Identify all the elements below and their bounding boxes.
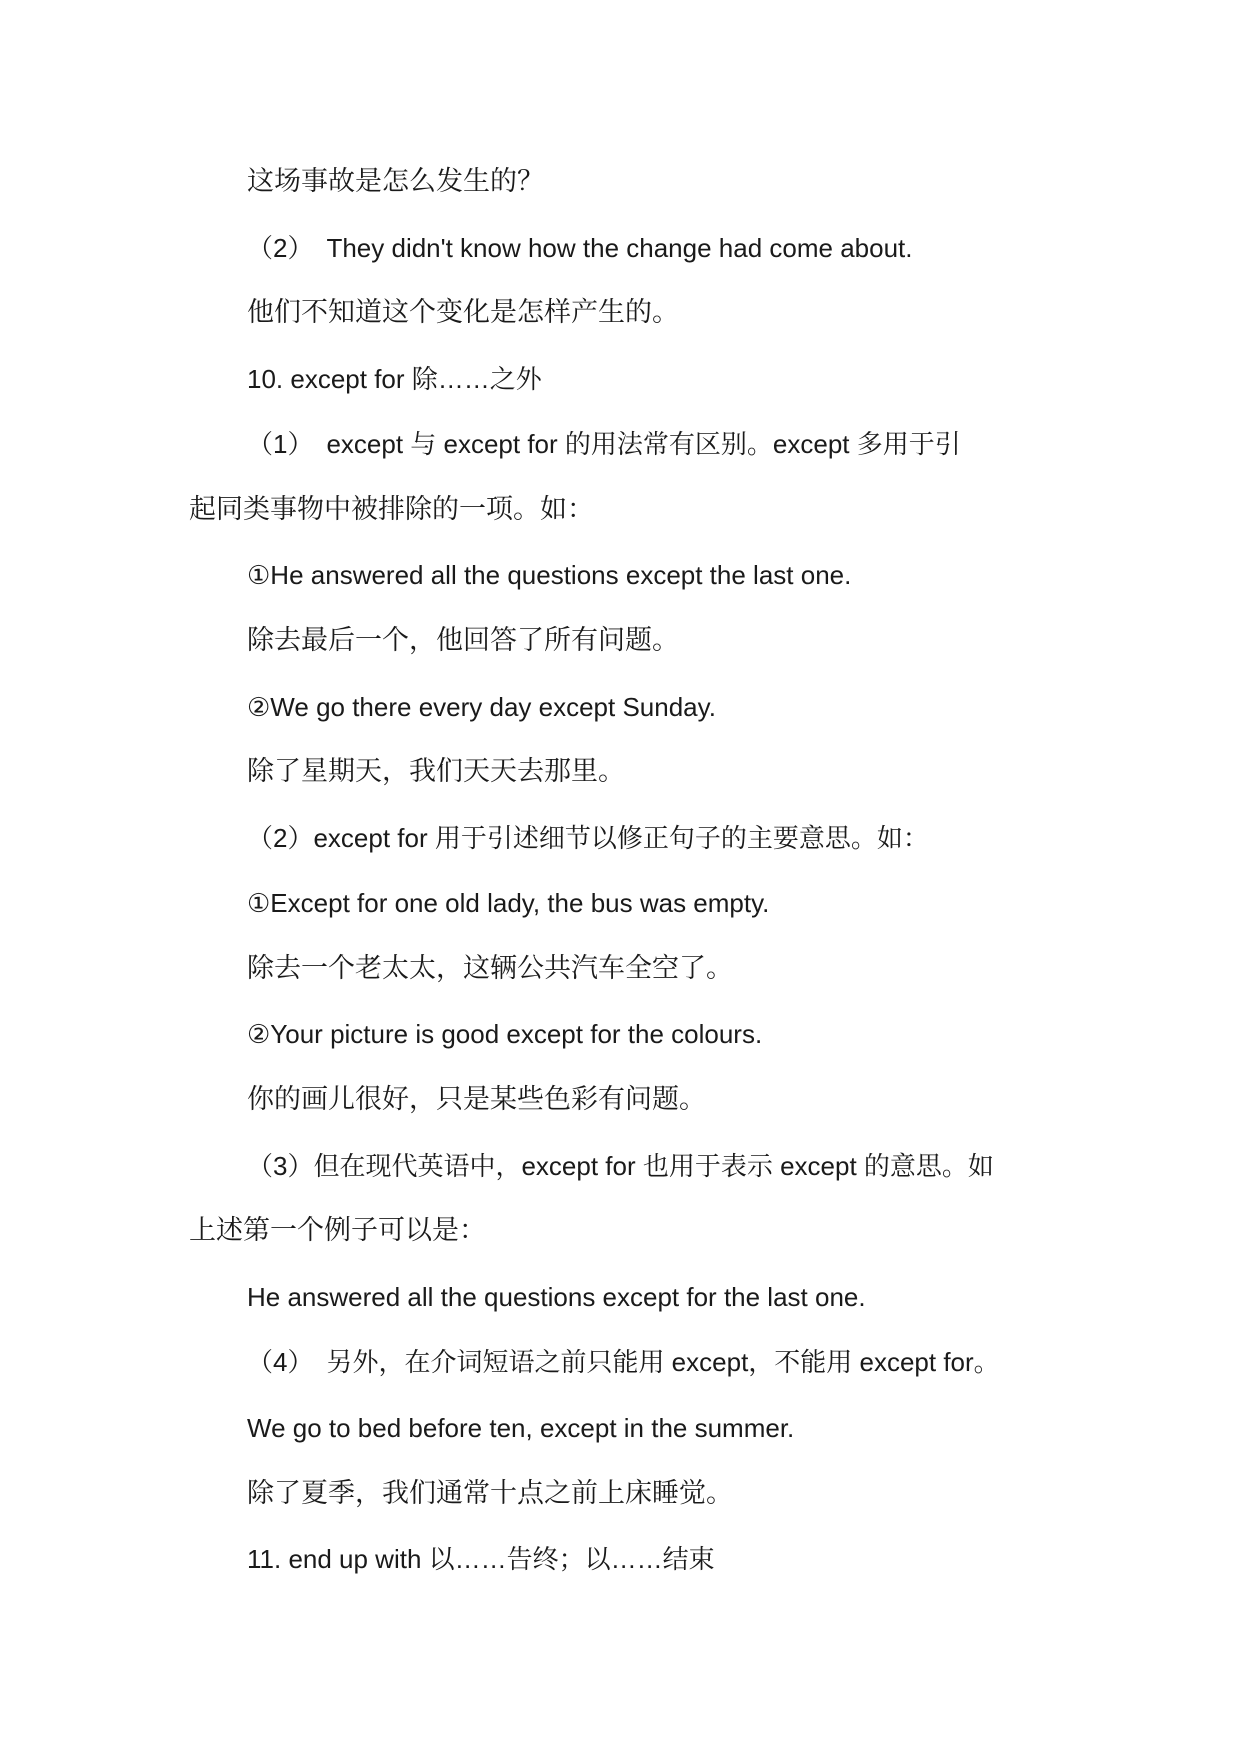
text-line: 除去最后一个，他回答了所有问题。 <box>247 625 679 656</box>
text-line: （4） 另外，在介词短语之前只能用 except，不能用 except for。 <box>247 1347 1000 1377</box>
text-line: 除了星期天，我们天天去那里。 <box>247 756 625 787</box>
text-line: 这场事故是怎么发生的？ <box>247 166 544 197</box>
text-line: 上述第一个例子可以是： <box>189 1215 486 1246</box>
text-line: （3）但在现代英语中，except for 也用于表示 except 的意思。如 <box>247 1151 994 1181</box>
text-line: 除去一个老太太，这辆公共汽车全空了。 <box>247 953 733 984</box>
text-line: （2） They didn't know how the change had come about. <box>247 233 913 263</box>
example-sentence: ②Your picture is good except for the colours. <box>247 1019 763 1049</box>
text-line: 他们不知道这个变化是怎样产生的。 <box>247 297 679 328</box>
example-sentence: He answered all the questions except for the last one. <box>247 1282 866 1312</box>
example-sentence: ②We go there every day except Sunday. <box>247 692 716 722</box>
section-heading: 11. end up with 以……告终；以……结束 <box>247 1544 715 1574</box>
example-sentence: ①Except for one old lady, the bus was empty. <box>247 888 770 918</box>
example-sentence: We go to bed before ten, except in the summer. <box>247 1413 795 1443</box>
text-line: 除了夏季，我们通常十点之前上床睡觉。 <box>247 1478 733 1509</box>
text-line: （2）except for 用于引述细节以修正句子的主要意思。如： <box>247 823 929 853</box>
example-sentence: ①He answered all the questions except the last one. <box>247 560 852 590</box>
text-line: 起同类事物中被排除的一项。如： <box>189 494 594 525</box>
text-line: （1） except 与 except for 的用法常有区别。except 多用于引 <box>247 429 961 459</box>
section-heading: 10. except for 除……之外 <box>247 364 542 394</box>
text-line: 你的画儿很好，只是某些色彩有问题。 <box>247 1084 706 1115</box>
